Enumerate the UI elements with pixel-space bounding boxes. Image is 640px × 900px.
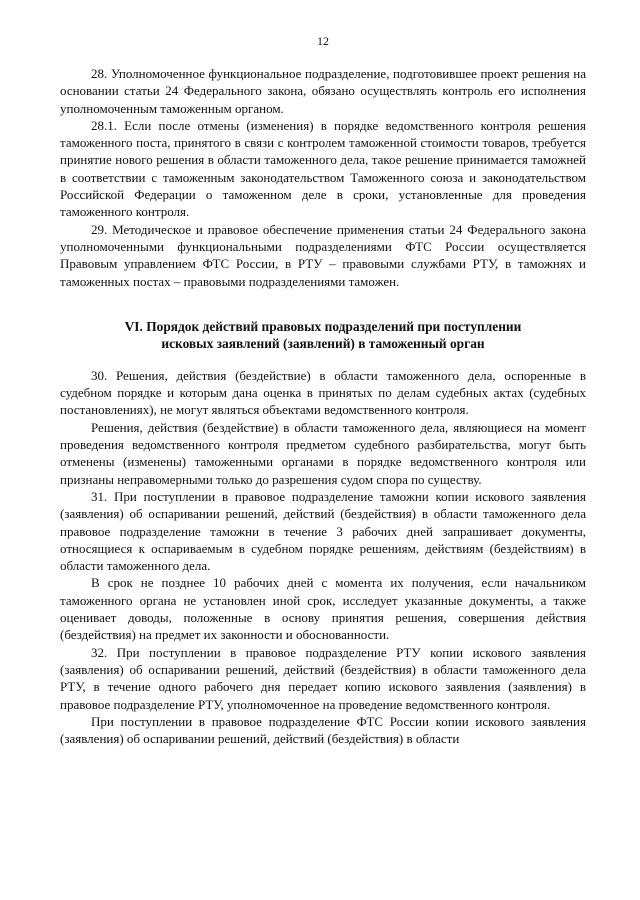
section-heading-line-1: VI. Порядок действий правовых подразделений при поступлении	[124, 318, 522, 334]
paragraph-32-continued: При поступлении в правовое подразделение ФТС России копии искового заявления (заявления) об оспаривании решений, действий (бездействия) в области	[60, 713, 586, 747]
paragraph-31: 31. При поступлении в правовое подразделение таможни копии искового заявления (заявления) об оспаривании решений, действий (бездействия) в области таможенного дела правовое подразделение таможни в течение 3 рабочих дней запрашивает документы, относящиеся к оспариваемым в судебном порядке решениям, действиям (бездействиям) в области таможенного дела.	[60, 488, 586, 574]
paragraph-30-continued: Решения, действия (бездействие) в области таможенного дела, являющиеся на момент проведения ведомственного контроля предметом судебного разбирательства, могут быть отменены (изменены) таможенными органами в порядке ведомственного контроля или признаны неправомерными только до разрешения судом спора по существу.	[60, 419, 586, 487]
paragraph-31-continued: В срок не позднее 10 рабочих дней с момента их получения, если начальником таможенного органа не установлен иной срок, исследует указанные документы, а также оценивает доводы, положенные в основу принятия решения, совершения действия (бездействия) на предмет их законности и обоснованности.	[60, 575, 586, 643]
document-page	[60, 34, 586, 747]
section-heading	[60, 318, 586, 353]
paragraph-32: 32. При поступлении в правовое подразделение РТУ копии искового заявления (заявления) об оспаривании решений, действий (бездействия) в области таможенного дела РТУ, в течение одного рабочего дня передает копию искового заявления (заявления) в правовое подразделение РТУ, уполномоченное на проведение ведомственного контроля.	[60, 644, 586, 712]
page-number: 12	[317, 34, 329, 48]
paragraph-28: 28. Уполномоченное функциональное подразделение, подготовившее проект решения на основании статьи 24 Федерального закона, обязано осуществлять контроль его исполнения уполномоченным таможенным органом.	[60, 66, 586, 116]
section-heading-line-2: исковых заявлений (заявлений) в таможенный орган	[161, 336, 485, 352]
paragraph-30: 30. Решения, действия (бездействие) в области таможенного дела, оспоренные в судебном порядке и которым дана оценка в принятых по делам судебных актах (судебных постановлениях), не могут являться объектами ведомственного контроля.	[60, 367, 586, 418]
paragraph-29: 29. Методическое и правовое обеспечение применения статьи 24 Федерального закона уполномоченными функциональными подразделениями ФТС России осуществляется Правовым управлением ФТС России, в РТУ – правовыми службами РТУ, в таможнях и таможенных постах – правовыми подразделениями таможен.	[60, 221, 586, 289]
paragraph-28-1: 28.1. Если после отмены (изменения) в порядке ведомственного контроля решения таможенного поста, принятого в связи с контролем таможенной стоимости товаров, требуется принятие нового решения в области таможенного дела, такое решение принимается таможней в соответствии с таможенным законодательством Таможенного союза и законодательством Российской Федерации о таможенном деле в сроки, установленные для проведения таможенного контроля.	[60, 117, 586, 220]
